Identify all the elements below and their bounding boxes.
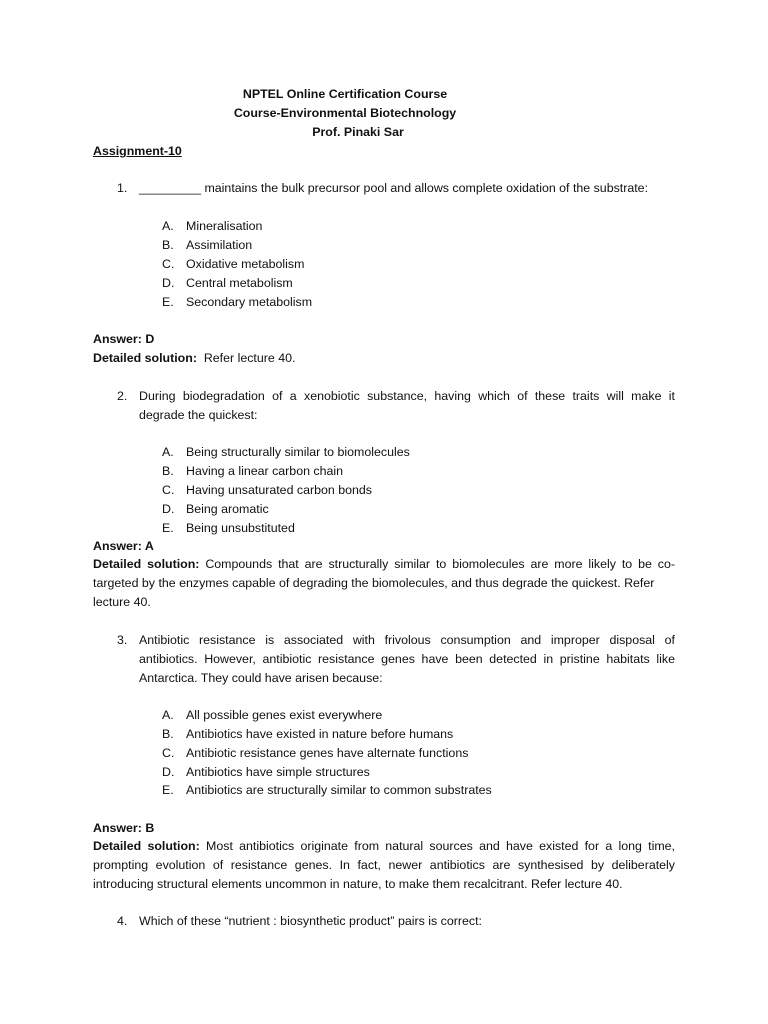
option-text: Having a linear carbon chain	[186, 464, 344, 478]
solution-text: Most antibiotics originate from natural sources and have existed for a long time,	[206, 839, 675, 853]
question-number: 1.	[117, 181, 128, 195]
option-letter: A.	[162, 445, 174, 459]
option-text: Mineralisation	[186, 219, 263, 233]
answer-label: Answer:	[93, 821, 142, 835]
option-text: Central metabolism	[186, 276, 293, 290]
option-letter: A.	[162, 708, 174, 722]
detailed-solution	[93, 557, 675, 571]
detailed-solution	[93, 839, 675, 853]
option-text: Oxidative metabolism	[186, 257, 305, 271]
option-letter: E.	[162, 295, 174, 309]
solution-text: Refer lecture 40.	[203, 351, 296, 365]
question-number: 2.	[117, 389, 128, 403]
option-letter: E.	[162, 783, 174, 797]
option-text: Antibiotics have existed in nature before humans	[186, 727, 454, 741]
question-text: Antarctica. They could have arisen because:	[139, 671, 383, 685]
professor-name: Prof. Pinaki Sar	[312, 125, 404, 139]
solution-text: targeted by the enzymes capable of degrading the biomolecules, and thus degrade the quickest. Refer	[93, 576, 655, 590]
answer-value: B	[145, 821, 155, 835]
option-letter: B.	[162, 727, 174, 741]
question-text: antibiotics. However, antibiotic resistance genes have been detected in pristine habitats like	[139, 652, 675, 666]
question-text: Antibiotic resistance is associated with frivolous consumption and improper disposal of	[139, 633, 675, 647]
option-text: Being aromatic	[186, 502, 269, 516]
answer-label: Answer:	[93, 332, 142, 346]
question-text: Which of these “nutrient : biosynthetic product” pairs is correct:	[139, 914, 482, 928]
question-number: 4.	[117, 914, 128, 928]
question-text: degrade the quickest:	[139, 408, 258, 422]
solution-text: Compounds that are structurally similar to biomolecules are more likely to be co-	[205, 557, 675, 571]
question-text: During biodegradation of a xenobiotic substance, having which of these traits will make it	[139, 389, 675, 403]
option-text: All possible genes exist everywhere	[186, 708, 383, 722]
option-letter: A.	[162, 219, 174, 233]
solution-label: Detailed solution:	[93, 351, 197, 365]
option-letter: C.	[162, 483, 175, 497]
solution-label: Detailed solution:	[93, 839, 200, 853]
question-number: 3.	[117, 633, 128, 647]
option-letter: B.	[162, 464, 174, 478]
answer	[93, 539, 154, 553]
solution-text: introducing structural elements uncommon in nature, to make them recalcitrant. Refer lecture 40.	[93, 877, 623, 891]
option-text: Antibiotics are structurally similar to common substrates	[186, 783, 492, 797]
option-letter: E.	[162, 521, 174, 535]
answer	[93, 821, 154, 835]
option-text: Antibiotic resistance genes have alternate functions	[186, 746, 469, 760]
option-letter: D.	[162, 276, 175, 290]
detailed-solution	[93, 351, 295, 365]
solution-label: Detailed solution:	[93, 557, 200, 571]
option-text: Being structurally similar to biomolecules	[186, 445, 410, 459]
course-name: Course-Environmental Biotechnology	[233, 106, 457, 120]
option-text: Secondary metabolism	[186, 295, 313, 309]
answer-value: D	[145, 332, 155, 346]
assignment-title: Assignment-10	[93, 144, 182, 158]
option-letter: D.	[162, 765, 175, 779]
answer	[93, 332, 154, 346]
option-text: Assimilation	[186, 238, 253, 252]
option-letter: B.	[162, 238, 174, 252]
question-text: _________ maintains the bulk precursor pool and allows complete oxidation of the substrate:	[139, 181, 649, 195]
option-text: Having unsaturated carbon bonds	[186, 483, 372, 497]
option-letter: C.	[162, 746, 175, 760]
option-letter: C.	[162, 257, 175, 271]
course-title: NPTEL Online Certification Course	[242, 87, 448, 101]
answer-label: Answer:	[93, 539, 142, 553]
option-letter: D.	[162, 502, 175, 516]
option-text: Being unsubstituted	[186, 521, 295, 535]
solution-text: lecture 40.	[93, 595, 151, 609]
answer-value: A	[144, 539, 154, 553]
solution-text: prompting evolution of resistance genes. In fact, newer antibiotics are synthesised by deliberately	[93, 858, 675, 872]
option-text: Antibiotics have simple structures	[186, 765, 370, 779]
